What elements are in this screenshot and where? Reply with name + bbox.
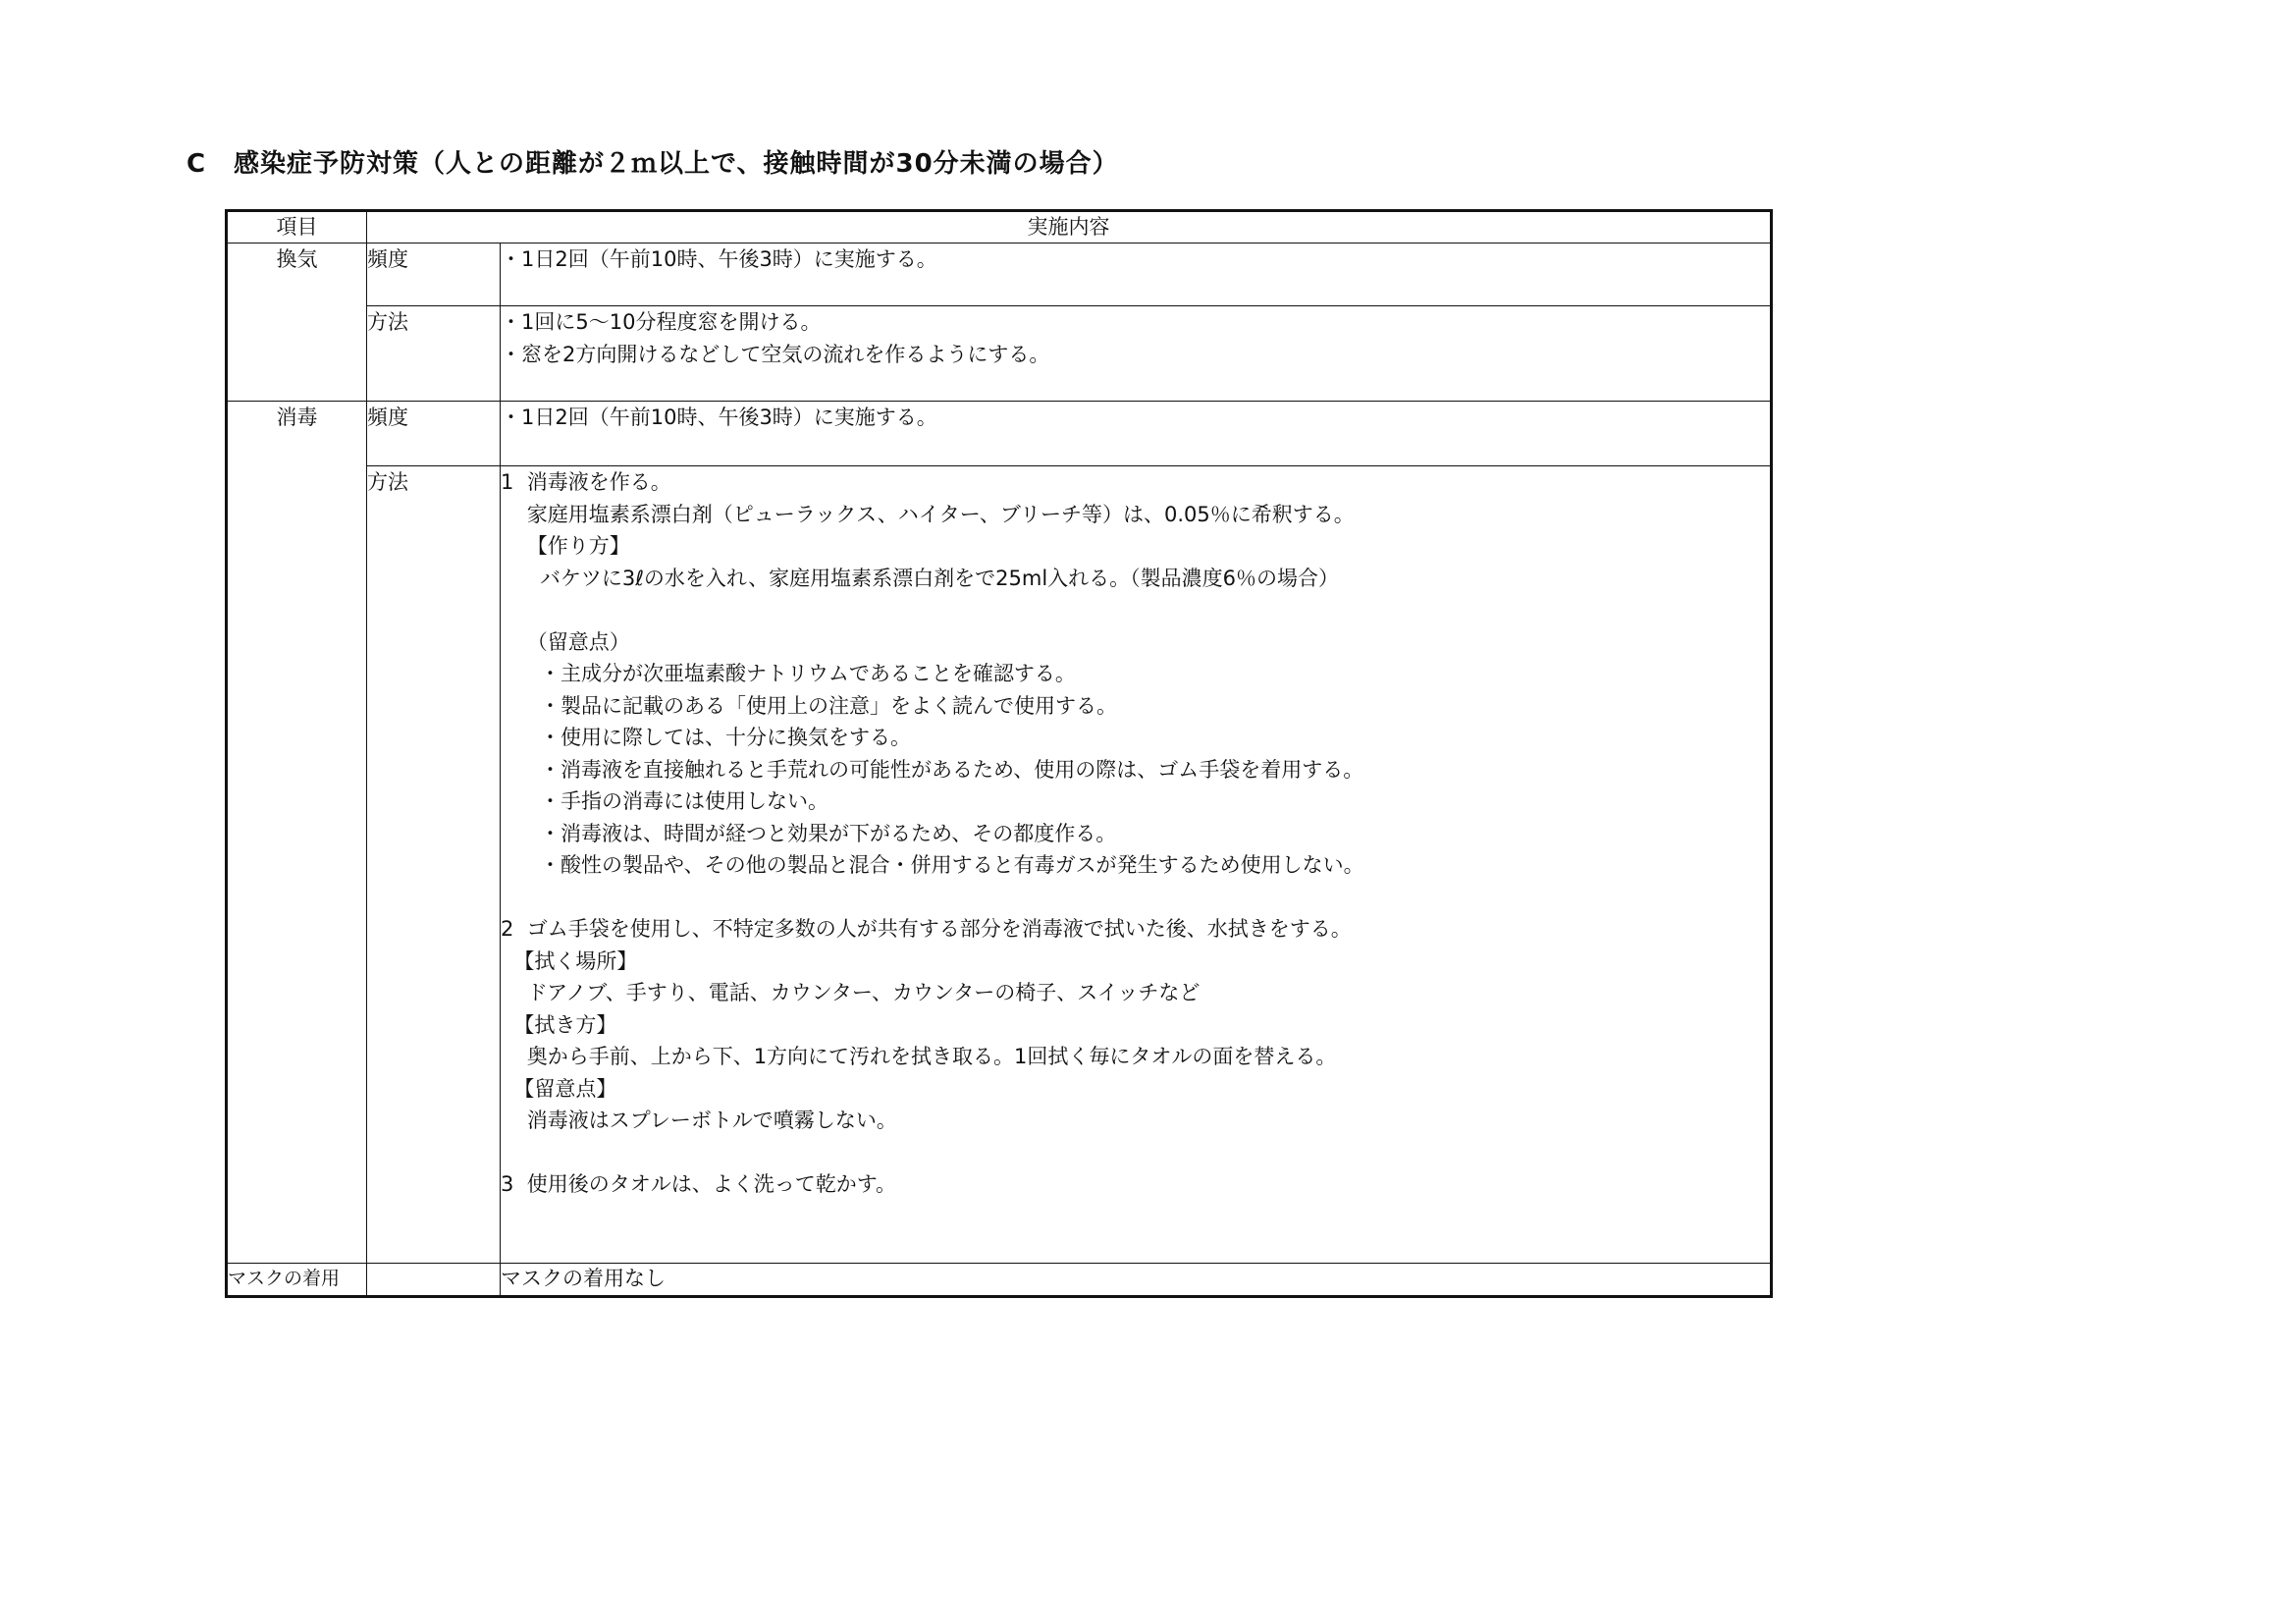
content-line: 【拭く場所】 — [501, 948, 638, 973]
sub-label: 方法 — [367, 466, 501, 1264]
category-ventilation: 換気 — [227, 244, 367, 402]
category-disinfection: 消毒 — [227, 402, 367, 1264]
content-line: ・使用に際しては、十分に換気をする。 — [501, 726, 912, 749]
content-line — [501, 594, 1770, 626]
section-mark: C — [187, 149, 207, 179]
content-line: バケツに3ℓの水を入れ、家庭用塩素系漂白剤をで25ml入れる。（製品濃度6％の場合） — [501, 566, 1340, 590]
table-row — [227, 244, 1772, 306]
table-row — [227, 1264, 1772, 1297]
mask-sub-cell — [367, 1264, 501, 1297]
content-line: ドアノブ、手すり、電話、カウンター、カウンターの椅子、スイッチなど — [501, 981, 1201, 1004]
content-line: 3 使用後のタオルは、よく洗って乾かす。 — [501, 1172, 897, 1196]
content-line: ・主成分が次亜塩素酸ナトリウムであることを確認する。 — [501, 662, 1076, 685]
header-content: 実施内容 — [367, 211, 1772, 244]
content-line: 【拭き方】 — [501, 1012, 617, 1037]
content-line: （留意点） — [501, 629, 630, 654]
content-line: ・酸性の製品や、その他の製品と混合・併用すると有毒ガスが発生するため使用しない。 — [501, 853, 1364, 877]
sub-label: 頻度 — [367, 244, 501, 306]
ventilation-method-content — [501, 306, 1772, 402]
disinfection-frequency-content — [501, 402, 1772, 466]
content-line — [501, 882, 1770, 914]
mask-content: マスクの着用なし — [501, 1264, 1772, 1297]
content-line: 奥から手前、上から下、1方向にて汚れを拭き取る。1回拭く毎にタオルの面を替える。 — [501, 1045, 1337, 1068]
content-line: 消毒液はスプレーボトルで噴霧しない。 — [501, 1109, 897, 1132]
page-title — [187, 143, 1119, 180]
table-row — [227, 466, 1772, 1264]
content-line — [501, 1137, 1770, 1169]
content-line: ・1回に5～10分程度窓を開ける。 — [501, 310, 822, 334]
content-line: ・製品に記載のある「使用上の注意」をよく読んで使用する。 — [501, 693, 1118, 718]
section-title: 感染症予防対策（人との距離が２ｍ以上で、接触時間が30分未満の場合） — [234, 149, 1119, 179]
content-line: 家庭用塩素系漂白剤（ピューラックス、ハイター、ブリーチ等）は、0.05％に希釈する。 — [501, 502, 1355, 526]
header-item: 項目 — [227, 211, 367, 244]
ventilation-frequency-content — [501, 244, 1772, 306]
content-line: ・消毒液を直接触れると手荒れの可能性があるため、使用の際は、ゴム手袋を着用する。 — [501, 757, 1364, 782]
content-line: 2 ゴム手袋を使用し、不特定多数の人が共有する部分を消毒液で拭いた後、水拭きをする。 — [501, 917, 1352, 941]
measures-table — [225, 209, 1773, 1298]
content-line: ・窓を2方向開けるなどして空気の流れを作るようにする。 — [501, 342, 1050, 366]
table-row — [227, 402, 1772, 466]
table-header-row — [227, 211, 1772, 244]
content-line: ・手指の消毒には使用しない。 — [501, 789, 829, 813]
content-line: 【留意点】 — [501, 1076, 617, 1101]
disinfection-method-content — [501, 466, 1772, 1264]
content-line: 1 消毒液を作る。 — [501, 470, 671, 494]
content-line: ・消毒液は、時間が経つと効果が下がるため、その都度作る。 — [501, 821, 1117, 845]
content-line: ・1日2回（午前10時、午後3時）に実施する。 — [501, 247, 937, 271]
table-row — [227, 306, 1772, 402]
content-line: ・1日2回（午前10時、午後3時）に実施する。 — [501, 406, 937, 429]
category-mask: マスクの着用 — [227, 1264, 367, 1297]
content-line: 【作り方】 — [501, 534, 630, 558]
sub-label: 方法 — [367, 306, 501, 402]
sub-label: 頻度 — [367, 402, 501, 466]
